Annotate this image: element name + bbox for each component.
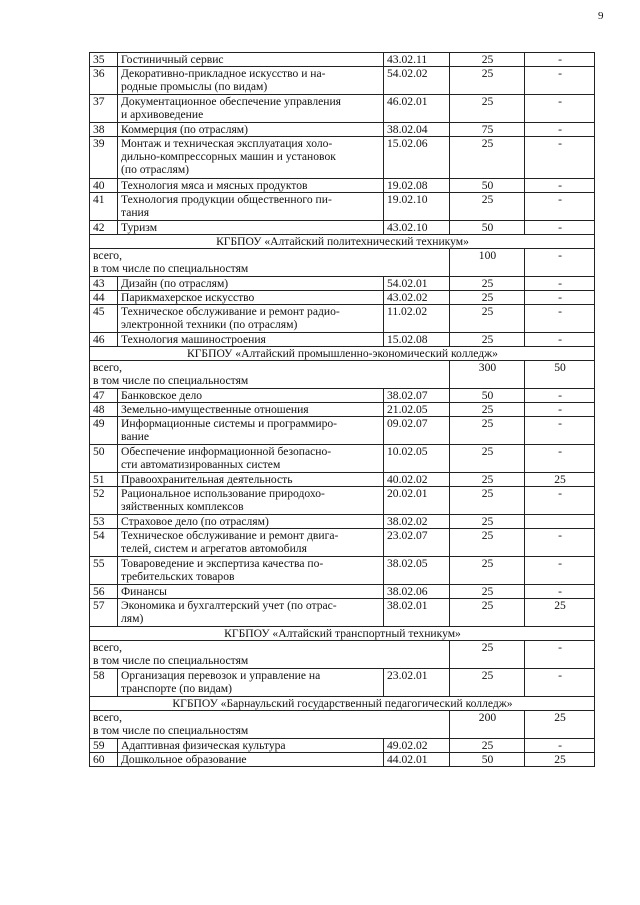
total-plan: 200 [450,711,525,739]
total-label: всего, в том числе по специальностям [90,641,450,669]
specialty-code: 40.02.02 [384,473,450,487]
row-number: 45 [90,305,118,333]
extra-count: - [525,193,595,221]
extra-count: 25 [525,753,595,767]
specialty-name: Техническое обслуживание и ремонт двига- телей, систем и агрегатов автомобиля [118,529,384,557]
college-header-row [90,347,595,361]
specialty-name: Технология машиностроения [118,333,384,347]
total-row [90,249,595,277]
specialty-code: 15.02.08 [384,333,450,347]
specialty-code: 11.02.02 [384,305,450,333]
specialty-name: Страховое дело (по отраслям) [118,515,384,529]
total-extra: - [525,249,595,277]
plan-count: 25 [450,277,525,291]
specialty-code: 44.02.01 [384,753,450,767]
specialty-name: Дошкольное образование [118,753,384,767]
plan-count: 25 [450,599,525,627]
row-number: 56 [90,585,118,599]
plan-count: 50 [450,179,525,193]
specialty-code: 21.02.05 [384,403,450,417]
table-row [90,95,595,123]
specialty-code: 49.02.02 [384,739,450,753]
row-number: 52 [90,487,118,515]
plan-count: 25 [450,515,525,529]
specialty-name: Техническое обслуживание и ремонт радио- электронной техники (по отраслям) [118,305,384,333]
specialty-name: Технология мяса и мясных продуктов [118,179,384,193]
college-header-row [90,697,595,711]
extra-count: - [525,221,595,235]
specialty-name: Рациональное использование природохо- зяйственных комплексов [118,487,384,515]
extra-count: - [525,445,595,473]
extra-count: - [525,529,595,557]
row-number: 41 [90,193,118,221]
total-label: всего, в том числе по специальностям [90,249,450,277]
row-number: 36 [90,67,118,95]
row-number: 44 [90,291,118,305]
specialty-code: 09.02.07 [384,417,450,445]
specialty-name: Банковское дело [118,389,384,403]
specialty-code: 38.02.04 [384,123,450,137]
table-row [90,529,595,557]
extra-count: - [525,123,595,137]
specialty-code: 38.02.06 [384,585,450,599]
extra-count: - [525,137,595,179]
specialty-name: Туризм [118,221,384,235]
row-number: 37 [90,95,118,123]
total-row [90,361,595,389]
plan-count: 25 [450,473,525,487]
specialty-name: Декоративно-прикладное искусство и на- родные промыслы (по видам) [118,67,384,95]
total-label: всего, в том числе по специальностям [90,361,450,389]
row-number: 59 [90,739,118,753]
extra-count: - [525,291,595,305]
row-number: 40 [90,179,118,193]
specialty-code: 43.02.02 [384,291,450,305]
extra-count: - [525,585,595,599]
extra-count: - [525,403,595,417]
college-name: КГБПОУ «Алтайский транспортный техникум» [90,627,595,641]
extra-count: 25 [525,599,595,627]
plan-count: 25 [450,137,525,179]
plan-count: 25 [450,333,525,347]
total-plan: 25 [450,641,525,669]
total-extra: - [525,641,595,669]
table-row [90,193,595,221]
row-number: 38 [90,123,118,137]
table-row [90,585,595,599]
plan-count: 25 [450,305,525,333]
specialty-name: Организация перевозок и управление на транспорте (по видам) [118,669,384,697]
specialty-name: Коммерция (по отраслям) [118,123,384,137]
table-row [90,445,595,473]
extra-count: - [525,333,595,347]
specialty-name: Дизайн (по отраслям) [118,277,384,291]
specialty-name: Парикмахерское искусство [118,291,384,305]
specialty-name: Документационное обеспечение управления и архивоведение [118,95,384,123]
plan-count: 25 [450,585,525,599]
total-label: всего, в том числе по специальностям [90,711,450,739]
plan-count: 25 [450,67,525,95]
table-row [90,67,595,95]
extra-count: - [525,487,595,515]
table-row [90,487,595,515]
row-number: 47 [90,389,118,403]
table-row [90,179,595,193]
plan-count: 25 [450,95,525,123]
college-name: КГБПОУ «Барнаульский государственный педагогический колледж» [90,697,595,711]
plan-count: 25 [450,529,525,557]
specialty-code: 19.02.08 [384,179,450,193]
plan-count: 50 [450,389,525,403]
college-name: КГБПОУ «Алтайский промышленно-экономический колледж» [90,347,595,361]
row-number: 35 [90,53,118,67]
plan-count: 25 [450,193,525,221]
plan-count: 25 [450,417,525,445]
table-row [90,403,595,417]
table-row [90,753,595,767]
specialty-code: 15.02.06 [384,137,450,179]
table-row [90,277,595,291]
specialty-code: 20.02.01 [384,487,450,515]
plan-count: 25 [450,53,525,67]
row-number: 50 [90,445,118,473]
plan-count: 25 [450,403,525,417]
total-plan: 100 [450,249,525,277]
specialty-code: 43.02.11 [384,53,450,67]
plan-count: 25 [450,445,525,473]
table-row [90,557,595,585]
specialty-code: 54.02.01 [384,277,450,291]
college-name: КГБПОУ «Алтайский политехнический техникум» [90,235,595,249]
extra-count: - [525,739,595,753]
extra-count: - [525,53,595,67]
plan-count: 25 [450,739,525,753]
specialty-name: Адаптивная физическая культура [118,739,384,753]
specialty-code: 19.02.10 [384,193,450,221]
plan-count: 50 [450,221,525,235]
specialty-name: Гостиничный сервис [118,53,384,67]
specialty-code: 23.02.01 [384,669,450,697]
table-row [90,137,595,179]
plan-count: 50 [450,753,525,767]
specialty-name: Правоохранительная деятельность [118,473,384,487]
table-row [90,305,595,333]
total-extra: 25 [525,711,595,739]
row-number: 39 [90,137,118,179]
extra-count: - [525,389,595,403]
specialty-name: Информационные системы и программиро- вание [118,417,384,445]
row-number: 43 [90,277,118,291]
specialty-code: 54.02.02 [384,67,450,95]
specialty-code: 10.02.05 [384,445,450,473]
row-number: 60 [90,753,118,767]
row-number: 57 [90,599,118,627]
table-row [90,599,595,627]
specialty-code: 38.02.05 [384,557,450,585]
specialty-name: Монтаж и техническая эксплуатация холо- дильно-компрессорных машин и установок (по отраслям) [118,137,384,179]
row-number: 54 [90,529,118,557]
row-number: 42 [90,221,118,235]
specialty-code: 46.02.01 [384,95,450,123]
specialty-code: 38.02.02 [384,515,450,529]
page-number: 9 [598,10,604,22]
table-row [90,123,595,137]
total-extra: 50 [525,361,595,389]
extra-count: - [525,95,595,123]
extra-count: - [525,67,595,95]
row-number: 53 [90,515,118,529]
plan-count: 25 [450,291,525,305]
extra-count: - [525,557,595,585]
row-number: 48 [90,403,118,417]
specialty-name: Обеспечение информационной безопасно- сти автоматизированных систем [118,445,384,473]
specialty-code: 43.02.10 [384,221,450,235]
table-row [90,389,595,403]
specialty-name: Финансы [118,585,384,599]
specialty-code: 38.02.07 [384,389,450,403]
specialty-name: Технология продукции общественного пи- тания [118,193,384,221]
extra-count: 25 [525,473,595,487]
total-row [90,641,595,669]
row-number: 46 [90,333,118,347]
specialty-code: 23.02.07 [384,529,450,557]
extra-count [525,515,595,529]
row-number: 55 [90,557,118,585]
plan-count: 25 [450,557,525,585]
row-number: 51 [90,473,118,487]
specialty-name: Земельно-имущественные отношения [118,403,384,417]
row-number: 58 [90,669,118,697]
table-row [90,291,595,305]
table-row [90,515,595,529]
specialty-name: Товароведение и экспертиза качества по- требительских товаров [118,557,384,585]
extra-count: - [525,417,595,445]
college-header-row [90,235,595,249]
total-plan: 300 [450,361,525,389]
specialty-name: Экономика и бухгалтерский учет (по отрас- лям) [118,599,384,627]
plan-count: 25 [450,669,525,697]
table-row [90,53,595,67]
extra-count: - [525,277,595,291]
specialty-code: 38.02.01 [384,599,450,627]
extra-count: - [525,305,595,333]
extra-count: - [525,179,595,193]
table-row [90,417,595,445]
table-row [90,739,595,753]
row-number: 49 [90,417,118,445]
table-row [90,333,595,347]
table-row [90,221,595,235]
college-header-row [90,627,595,641]
plan-count: 25 [450,487,525,515]
plan-count: 75 [450,123,525,137]
total-row [90,711,595,739]
table-row [90,669,595,697]
extra-count: - [525,669,595,697]
table-row [90,473,595,487]
admission-plan-table [89,52,595,767]
